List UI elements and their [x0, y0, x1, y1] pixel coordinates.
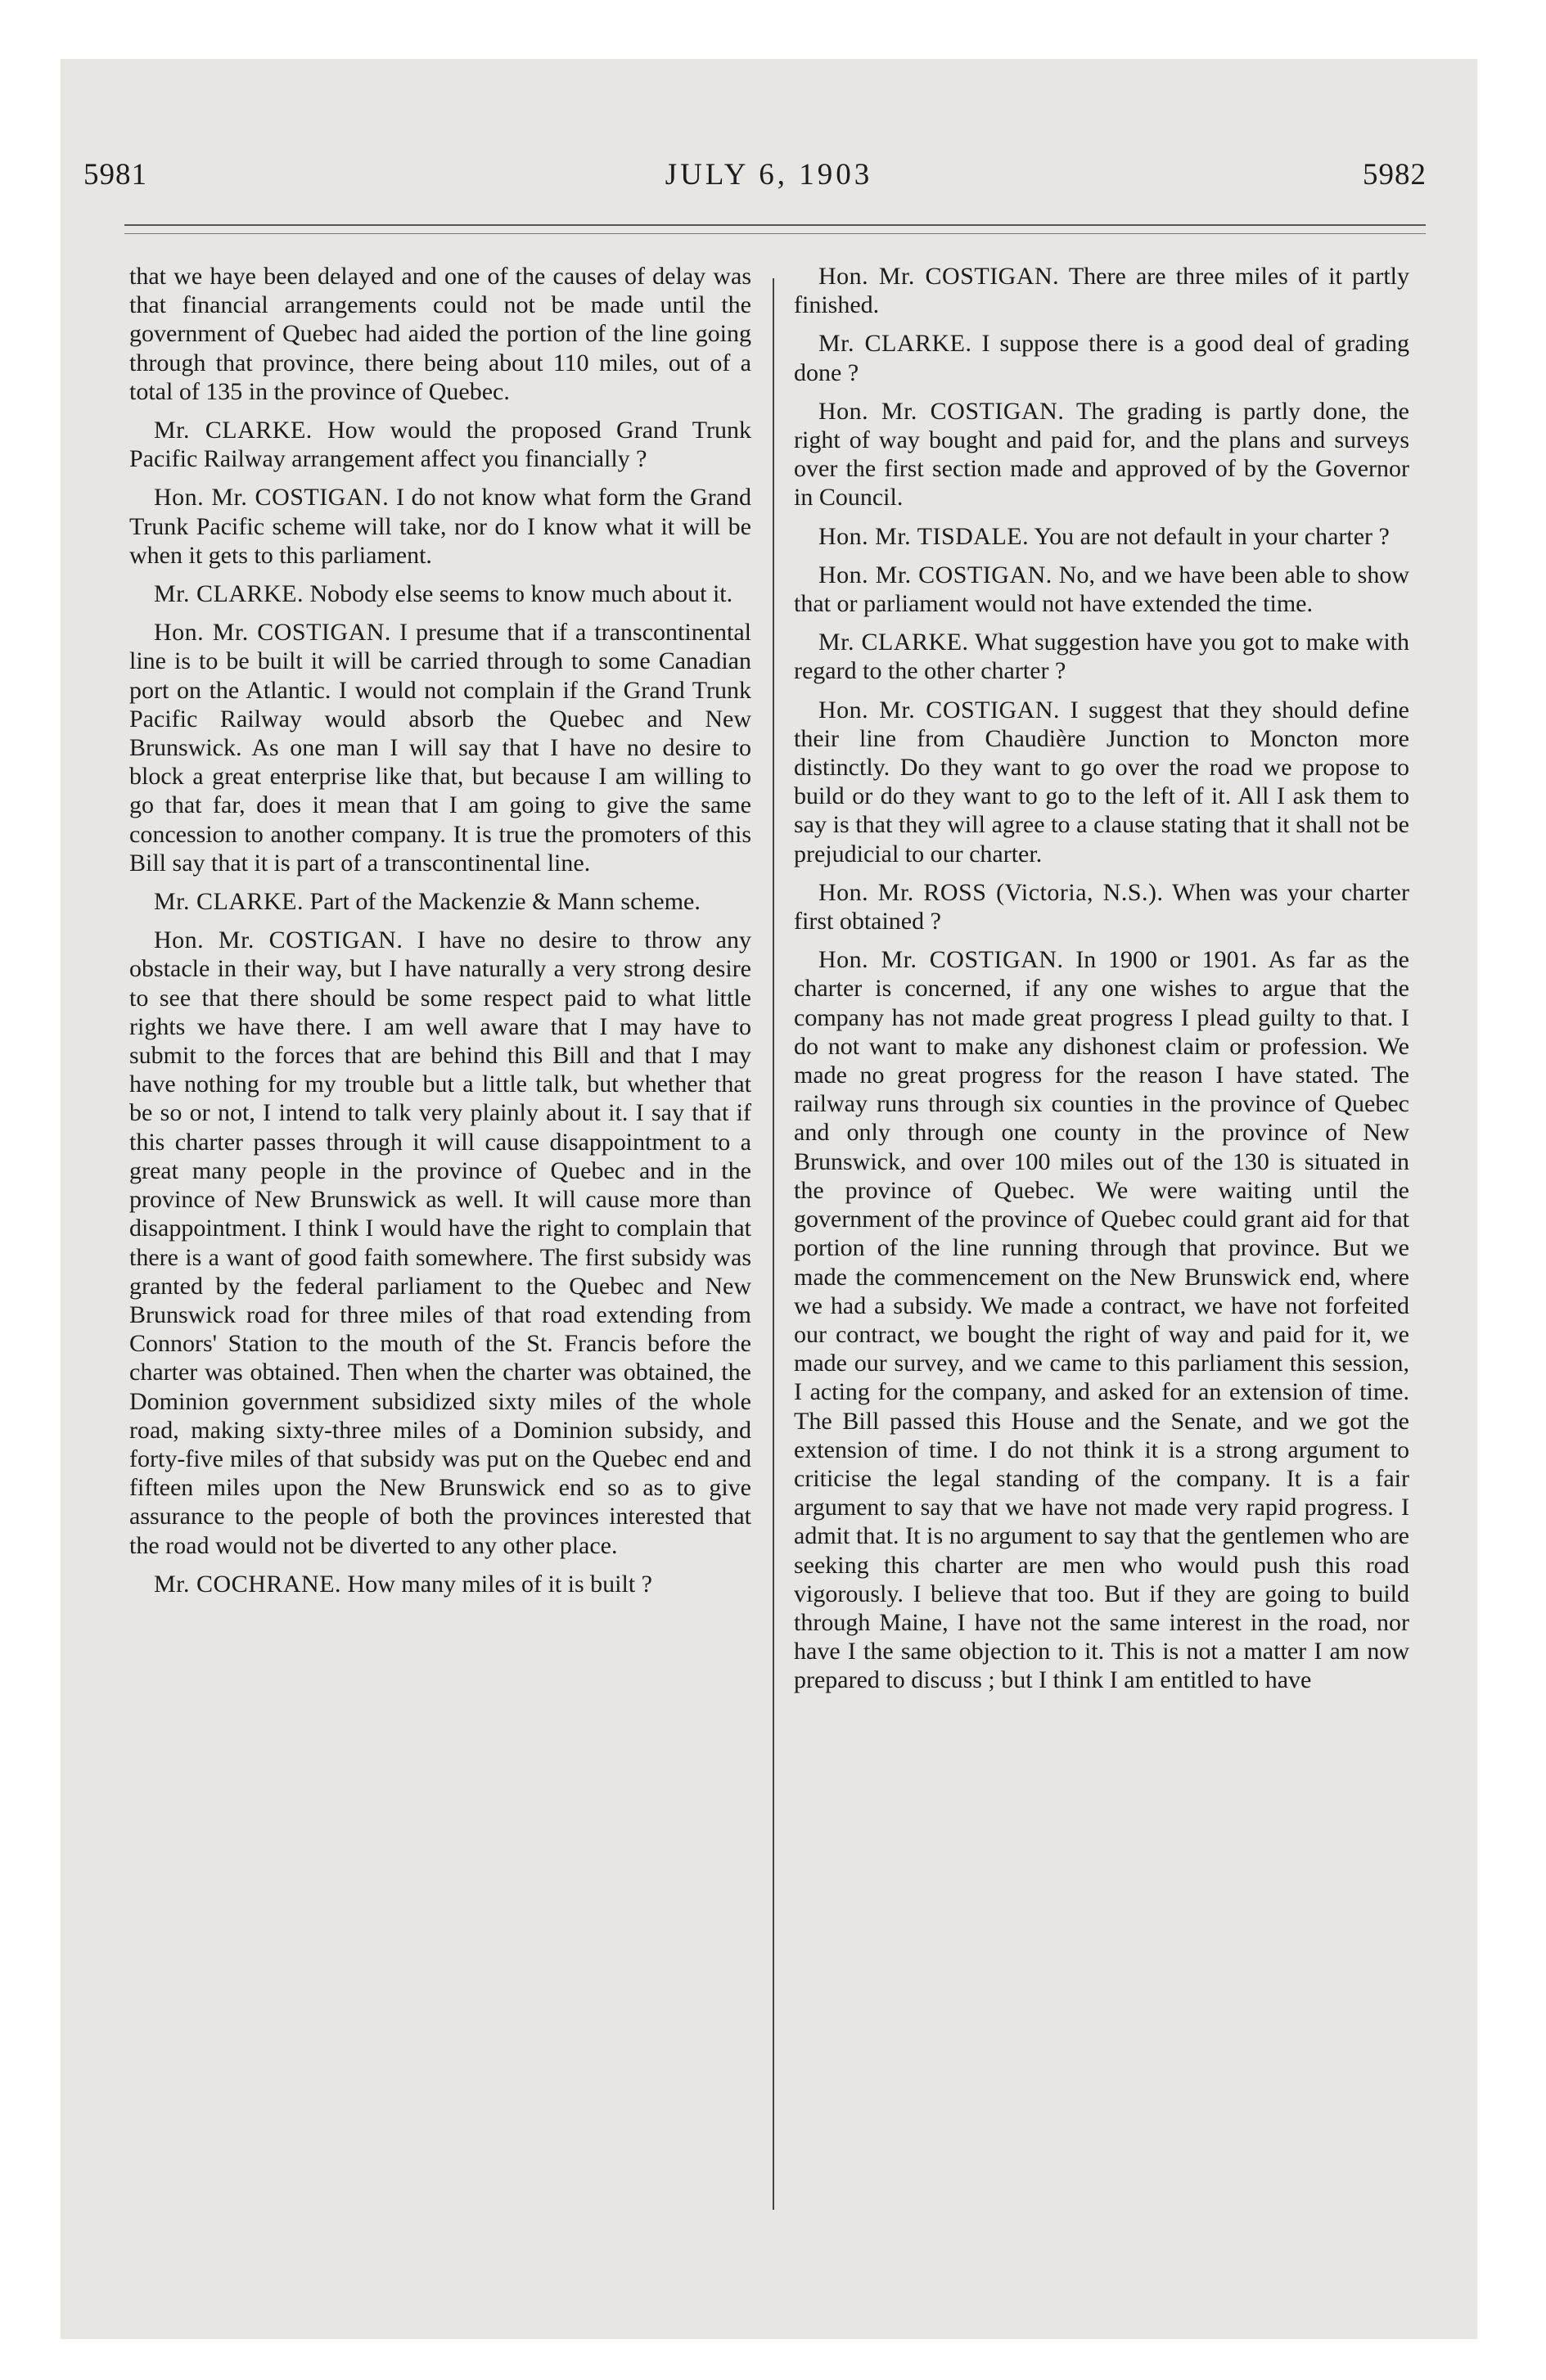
- speaker-name: Hon. Mr. COSTIGAN.: [154, 484, 390, 512]
- paragraph-text: How would the proposed Grand Trunk Pacific Railway arrangement affect you financially ?: [129, 417, 752, 473]
- paragraph: [794, 945, 1409, 1694]
- paragraph-text: How many miles of it is built ?: [347, 1570, 652, 1598]
- paragraph-text: I suppose there is a good deal of grading done ?: [794, 330, 1409, 386]
- paragraph-text: I have no desire to throw any obstacle in their way, but I have naturally a very strong desire to see that there should be some respect paid to what little rights we have there. I am well aware that I may have to submit to the forces that are behind this Bill and that I may have nothing for my trouble but a little talk, but whether that be so or not, I intend to talk very plainly about it. I say that if this charter passes through it will cause disappointment to a great many people in the province of Quebec and in the province of New Brunswick as well. It will cause more than disappointment. I think I would have the right to complain that there is a want of good faith somewhere. The first subsidy was granted by the federal parliament to the Quebec and New Brunswick road for three miles of that road extending from Connors' Station to the mouth of the St. Francis before the charter was obtained. Then when the charter was obtained, the Dominion government subsidized sixty miles of the whole road, making sixty-three miles of a Dominion subsidy, and forty-five miles of that subsidy was put on the Quebec end and fifteen miles upon the New Brunswick end so as to give assurance to the people of both the provinces interested that the road would not be diverted to any other place.: [129, 926, 751, 1559]
- speaker-name: Mr. CLARKE.: [818, 629, 969, 656]
- paragraph-text: Nobody else seems to know much about it.: [309, 580, 733, 608]
- paragraph: [129, 579, 751, 608]
- speaker-name: Mr. CLARKE.: [154, 417, 313, 444]
- paragraph: [794, 522, 1409, 551]
- speaker-name: Hon. Mr. COSTIGAN.: [818, 397, 1065, 425]
- speaker-name: Hon. Mr. COSTIGAN.: [818, 696, 1060, 723]
- left-column: [129, 262, 751, 1608]
- paragraph: [794, 561, 1409, 618]
- speaker-name: Mr. COCHRANE.: [154, 1570, 342, 1598]
- paragraph-text: What suggestion have you got to make with regard to the other charter ?: [794, 629, 1410, 685]
- page-header: [61, 157, 1477, 206]
- paragraph-text: In 1900 or 1901. As far as the charter is concerned, if any one wishes to argue that the company has not made great progress I plead guilty to that. I do not want to make any dishonest claim or profession. We made no great progress for the reason I have stated. The railway runs through six counties in the province of Quebec and only through one county in the province of New Brunswick, and over 100 miles out of the 130 is situated in the province of Quebec. We were waiting until the government of the province of Quebec could grant aid for that portion of the line running through that province. But we made the commencement on the New Brunswick end, where we had a subsidy. We made a contract, we have not forfeited our contract, we bought the right of way and paid for it, we made our survey, and we came to this parliament this session, I acting for the company, and asked for an extension of time. The Bill passed this House and the Senate, and we got the extension of time. I do not think it is a strong argument to criticise the legal standing of the company. It is a fair argument to say that we have not made very rapid progress. I admit that. It is no argument to say that the gentlemen who are seeking this charter are men who would push this road vigorously. I believe that too. But if they are going to build through Maine, I have not the same interest in the road, nor have I the same objection to it. This is not a matter I am now prepared to discuss ; but I think I am entitled to have: [794, 946, 1409, 1694]
- header-rule: [124, 224, 1426, 226]
- speaker-name: Mr. CLARKE.: [154, 888, 304, 916]
- paragraph: [129, 926, 751, 1559]
- hansard-page: [61, 59, 1477, 2339]
- speaker-name: Hon. Mr. COSTIGAN.: [818, 946, 1064, 974]
- paragraph: [794, 696, 1409, 868]
- paragraph-text: You are not default in your charter ?: [1034, 522, 1390, 550]
- paragraph-text: The grading is partly done, the right of way bought and paid for, and the plans and surveys over the first section made and approved of by the Governor in Council.: [794, 397, 1409, 512]
- page-number-left: 5981: [83, 158, 147, 192]
- paragraph-text: that we haye been delayed and one of the causes of delay was that financial arrangements could not be made until the government of Quebec had aided the portion of the line going through that province, there being about 110 miles, out of a total of 135 in the province of Quebec.: [129, 263, 751, 405]
- right-column: [794, 262, 1409, 1705]
- speaker-name: Hon. Mr. ROSS (Victoria, N.S.).: [818, 878, 1164, 906]
- paragraph: [794, 878, 1409, 935]
- paragraph: [129, 416, 751, 473]
- paragraph-text: I suggest that they should define their line from Chaudière Junction to Moncton more distinctly. Do they want to go over the road we propose to build or do they want to go to the left of it. All I ask them to say is that they will agree to a clause stating that it shall not be prejudicial to our charter.: [794, 696, 1409, 868]
- column-divider: [773, 278, 774, 2210]
- paragraph-text: Part of the Mackenzie & Mann scheme.: [309, 888, 701, 916]
- paragraph-text: I presume that if a transcontinental line is to be built it will be carried through to some Canadian port on the Atlantic. I would not complain if the Grand Trunk Pacific Railway would absorb the Quebec and New Brunswick. As one man I will say that I have no desire to block a great enterprise like that, but because I am willing to go that far, does it mean that I am going to give the same concession to another company. It is true the promoters of this Bill say that it is part of a transcontinental line.: [129, 619, 751, 877]
- paragraph: [794, 329, 1409, 386]
- paragraph-text: There are three miles of it partly finished.: [794, 263, 1409, 319]
- paragraph: [129, 483, 751, 570]
- speaker-name: Hon. Mr. COSTIGAN.: [154, 926, 403, 954]
- paragraph: [129, 262, 751, 406]
- paragraph: [129, 618, 751, 877]
- paragraph: [794, 262, 1409, 319]
- speaker-name: Hon. Mr. TISDALE.: [818, 522, 1030, 550]
- speaker-name: Hon. Mr. COSTIGAN.: [154, 619, 391, 647]
- speaker-name: Mr. CLARKE.: [154, 580, 304, 608]
- speaker-name: Hon. Mr. COSTIGAN.: [818, 561, 1052, 588]
- paragraph: [794, 397, 1409, 512]
- page-number-right: 5982: [1363, 158, 1427, 192]
- paragraph: [129, 1570, 751, 1598]
- paragraph-text: When was your charter first obtained ?: [794, 878, 1409, 935]
- speaker-name: Mr. CLARKE.: [818, 330, 972, 358]
- speaker-name: Hon. Mr. COSTIGAN.: [818, 263, 1060, 290]
- page-date: JULY 6, 1903: [665, 158, 873, 192]
- paragraph-text: No, and we have been able to show that or parliament would not have extended the time.: [794, 561, 1409, 618]
- header-rule-thin: [124, 233, 1426, 234]
- paragraph: [129, 887, 751, 916]
- paragraph: [794, 628, 1409, 685]
- paragraph-text: I do not know what form the Grand Trunk Pacific scheme will take, nor do I know what it will be when it gets to this parliament.: [129, 484, 752, 569]
